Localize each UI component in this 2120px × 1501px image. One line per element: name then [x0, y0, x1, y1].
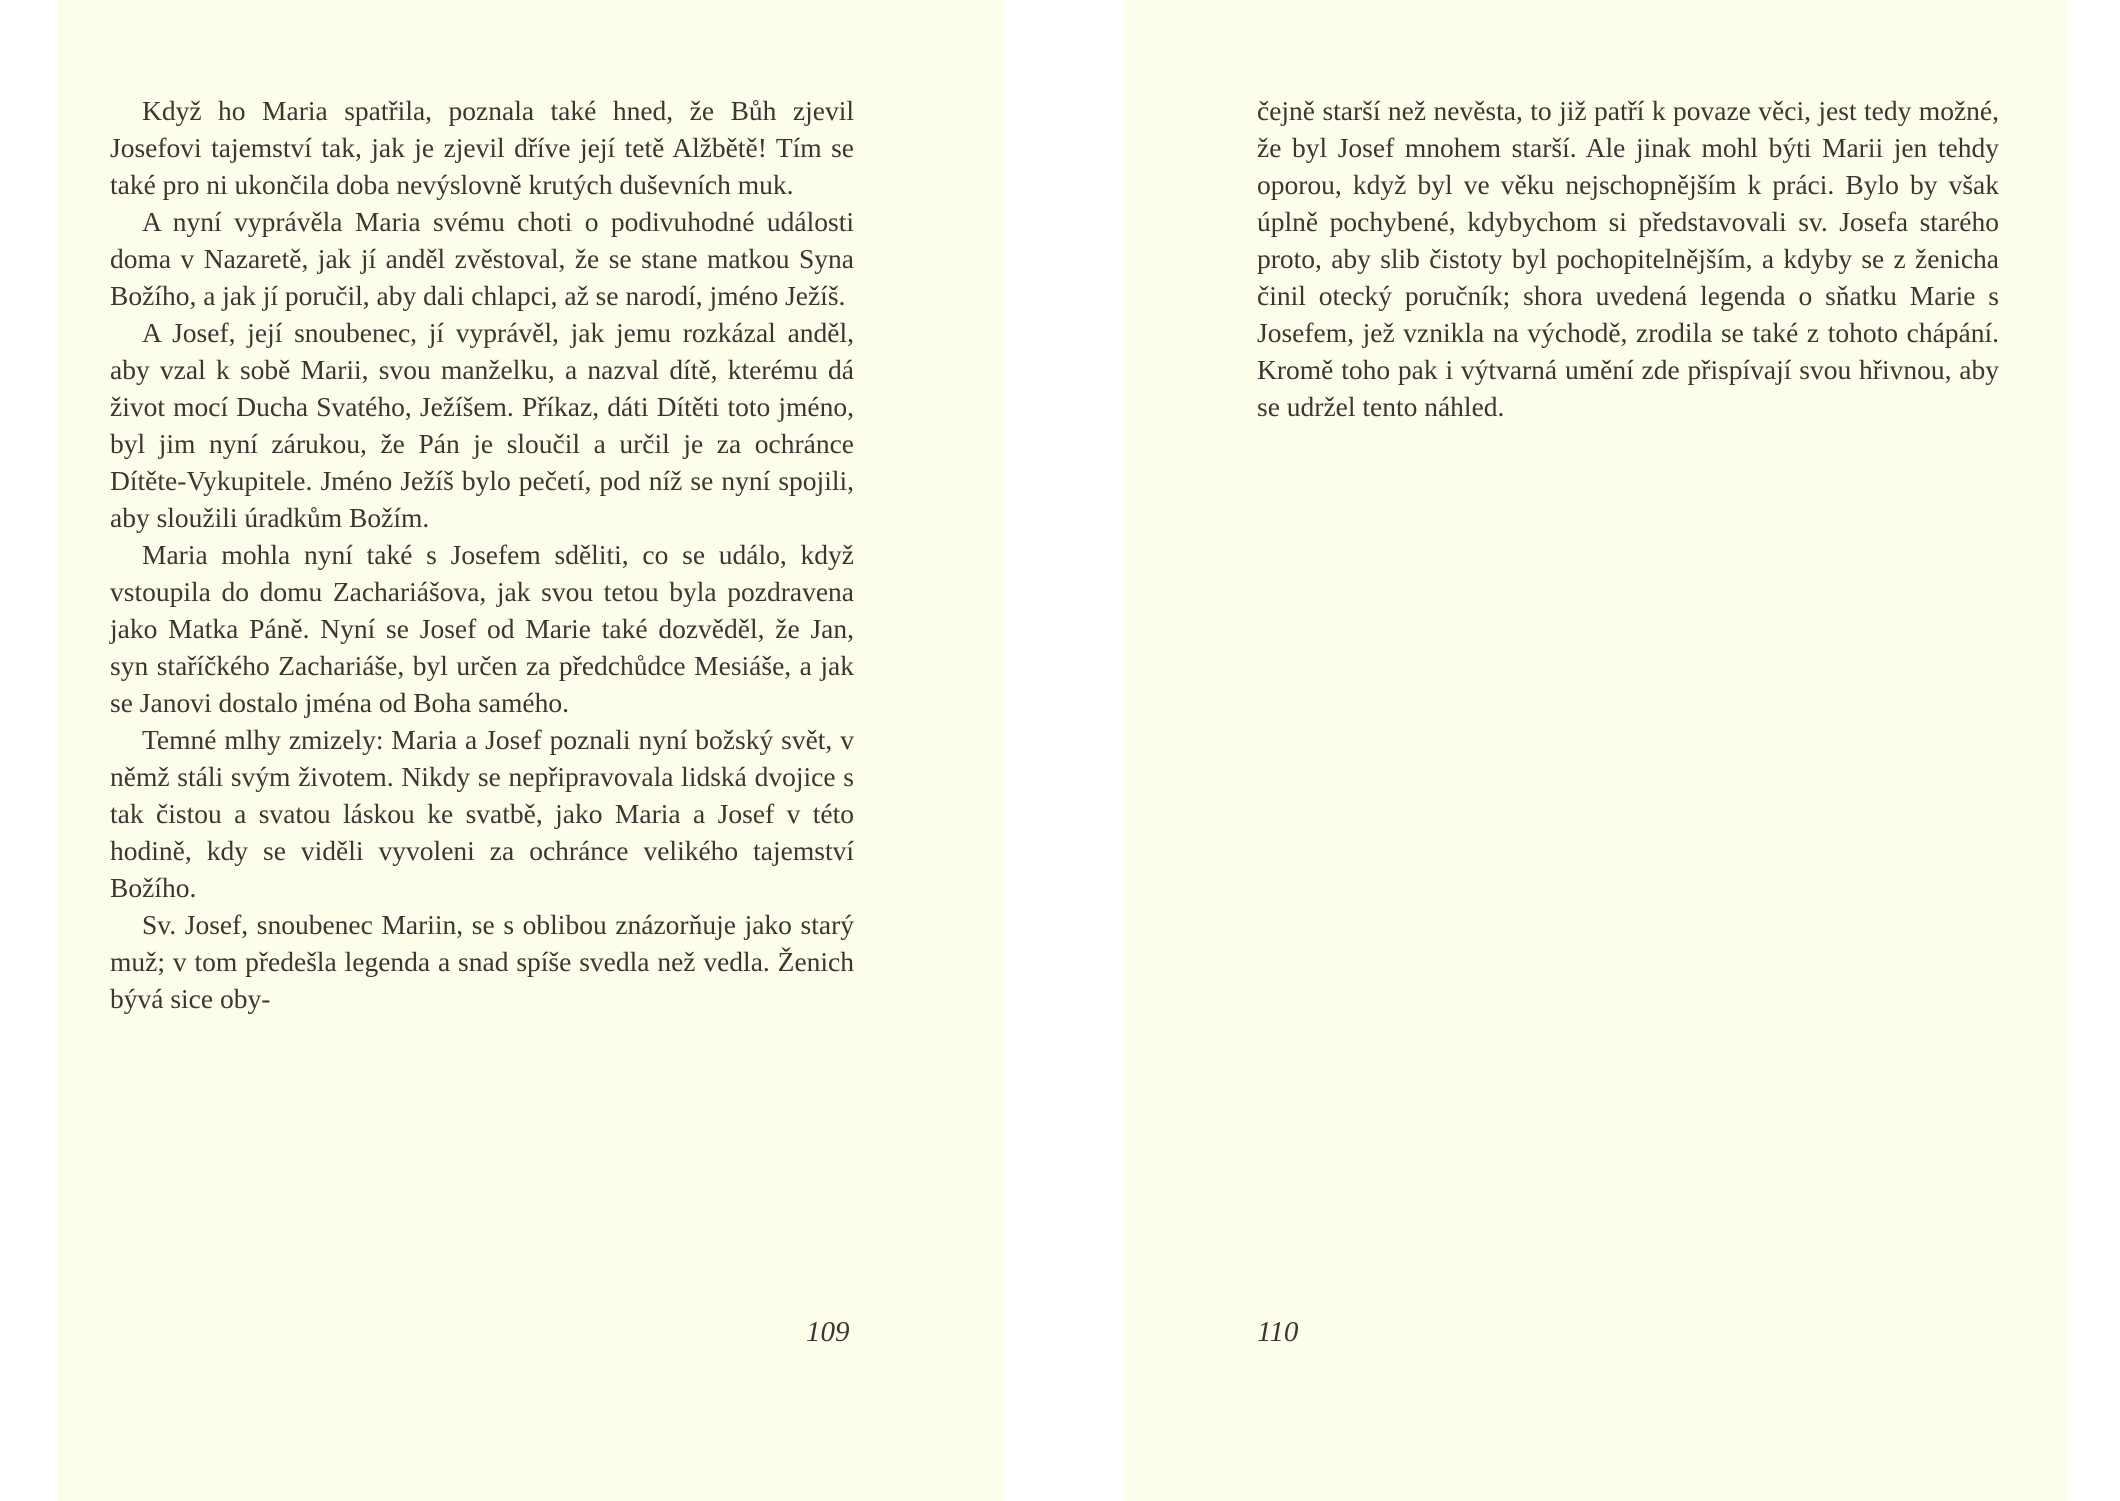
- left-page-text: [110, 92, 854, 1017]
- page-number: 109: [806, 1316, 850, 1348]
- paragraph: A Josef, její snoubenec, jí vyprávěl, jak jemu rozkázal anděl, aby vzal k sobě Marii, svou manželku, a nazval dítě, kterému dá život mocí Ducha Svatého, Ježíšem. Příkaz, dáti Dítěti toto jméno, byl jim nyní zárukou, že Pán je sloučil a určil je za ochránce Dítěte-Vykupitele. Jméno Ježíš bylo pečetí, pod níž se nyní spojili, aby sloužili úradkům Božím.: [110, 317, 854, 533]
- paragraph: Když ho Maria spatřila, poznala také hned, že Bůh zjevil Josefovi tajemství tak, jak je zjevil dříve její tetě Alžbětě! Tím se také pro ni ukončila doba nevýslovně krutých duševních muk.: [110, 95, 854, 200]
- left-page: [58, 0, 1003, 1501]
- paragraph: Sv. Josef, snoubenec Mariin, se s oblibou znázorňuje jako starý muž; v tom předešla legenda a snad spíše svedla než vedla. Ženich bývá sice oby-: [110, 909, 854, 1014]
- right-page-text: [1257, 92, 1999, 425]
- paragraph: A nyní vyprávěla Maria svému choti o podivuhodné události doma v Nazaretě, jak jí anděl zvěstoval, že se stane matkou Syna Božího, a jak jí poručil, aby dali chlapci, až se narodí, jméno Ježíš.: [110, 206, 854, 311]
- paragraph: Temné mlhy zmizely: Maria a Josef poznali nyní božský svět, v němž stáli svým životem. Nikdy se nepřipravovala lidská dvojice s tak čistou a svatou láskou ke svatbě, jako Maria a Josef v této hodině, kdy se viděli vyvoleni za ochránce velikého tajemství Božího.: [110, 724, 854, 903]
- paragraph: čejně starší než nevěsta, to již patří k povaze věci, jest tedy možné, že byl Josef mnohem starší. Ale jinak mohl býti Marii jen tehdy oporou, když byl ve věku nejschopnějším k práci. Bylo by však úplně pochybené, kdybychom si představovali sv. Josefa starého proto, aby slib čistoty byl pochopitelnějším, a kdyby se z ženicha činil otecký poručník; shora uvedená legenda o sňatku Marie s Josefem, jež vznikla na východě, zrodila se také z tohoto chápání. Kromě toho pak i výtvarná umění zde přispívají svou hřivnou, aby se udržel tento náhled.: [1257, 95, 1999, 422]
- page-number: 110: [1257, 1316, 1299, 1348]
- paragraph: Maria mohla nyní také s Josefem sděliti, co se událo, když vstoupila do domu Zachariášova, jak svou tetou byla pozdravena jako Matka Páně. Nyní se Josef od Marie také dozvěděl, že Jan, syn staříčkého Zachariáše, byl určen za předchůdce Mesiáše, a jak se Janovi dostalo jména od Boha samého.: [110, 539, 854, 718]
- right-page: [1123, 0, 2066, 1501]
